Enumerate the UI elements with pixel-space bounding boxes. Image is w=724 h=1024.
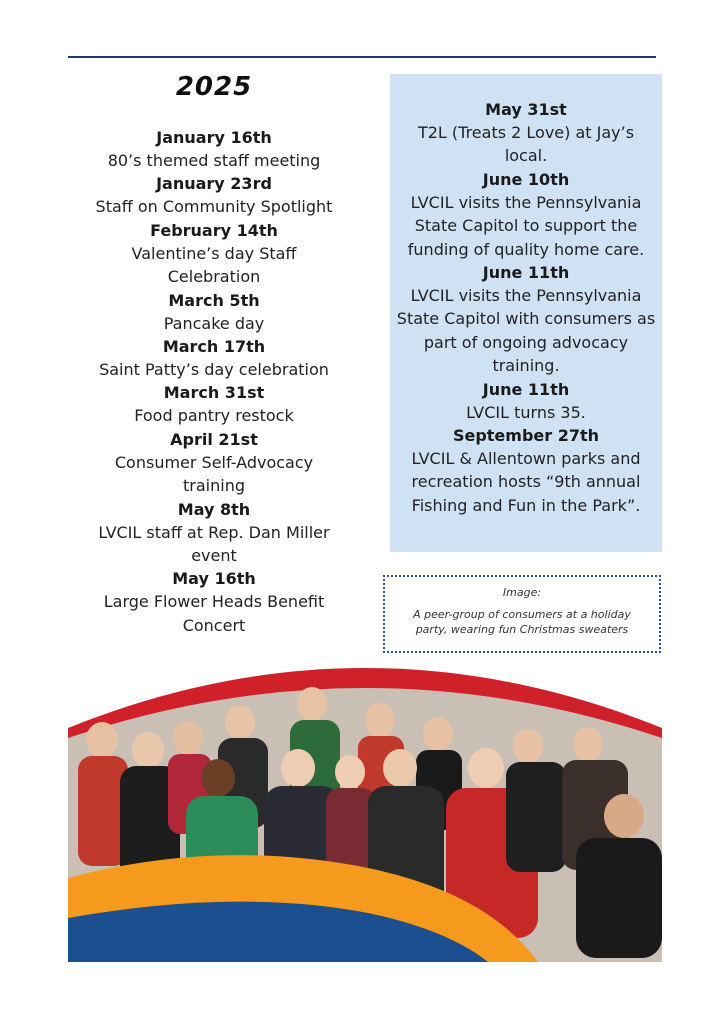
event-description: Food pantry restock [134,406,294,426]
event-date: June 10th [482,169,570,189]
event-date: February 14th [150,220,278,240]
event-date: March 31st [163,383,265,403]
year-heading: 2025 [175,72,253,102]
event-description: Saint Patty’s day celebration [99,360,329,380]
event-description: Consumer Self-Advocacy training [114,452,314,496]
group-photo-illustration [68,668,662,962]
event-date: April 21st [170,429,258,449]
group-photo [68,668,662,962]
left-column-events [68,68,360,637]
event-description: Large Flower Heads Benefit Concert [103,592,325,635]
image-caption-box [383,575,661,653]
event-date: January 23rd [156,174,272,194]
event-r4 [396,424,656,517]
event-date: January 16th [156,128,272,147]
event-description: LVCIL visits the Pennsylvania State Capitol with consumers as part of ongoing advocacy training. [396,286,656,376]
event-8 [68,567,360,637]
event-description: 80’s themed staff meeting [107,151,321,170]
event-r0 [396,98,656,168]
caption-title: Image: [502,586,542,599]
top-divider [68,56,656,58]
event-description: Pancake day [163,313,265,333]
event-description: LVCIL staff at Rep. Dan Miller event [98,522,330,566]
event-date: March 17th [162,337,266,357]
event-description: T2L (Treats 2 Love) at Jay’s local. [417,123,635,166]
event-r1 [396,168,656,261]
event-date: May 31st [485,100,567,119]
event-0 [68,126,360,172]
right-column-events-box [390,74,662,552]
event-4 [68,335,360,381]
event-date: May 8th [177,499,251,519]
caption-text: A peer-group of consumers at a holiday party, wearing fun Christmas sweaters [413,608,631,636]
event-7 [68,498,360,568]
event-date: March 5th [168,290,260,310]
event-description: Valentine’s day Staff Celebration [131,243,297,287]
event-r3 [396,378,656,424]
event-3 [68,289,360,335]
event-description: LVCIL visits the Pennsylvania State Capitol to support the funding of quality home care. [407,192,645,259]
event-5 [68,381,360,427]
event-description: Staff on Community Spotlight [95,197,333,217]
event-date: June 11th [482,379,570,399]
event-date: September 27th [452,426,600,446]
event-description: LVCIL & Allentown parks and recreation hosts “9th annual Fishing and Fun in the Park”. [411,449,641,515]
event-6 [68,428,360,498]
event-r2 [396,261,656,378]
event-1 [68,172,360,218]
event-2 [68,219,360,289]
event-description: LVCIL turns 35. [466,402,586,422]
event-date: May 16th [172,569,256,589]
event-date: June 11th [482,263,570,283]
